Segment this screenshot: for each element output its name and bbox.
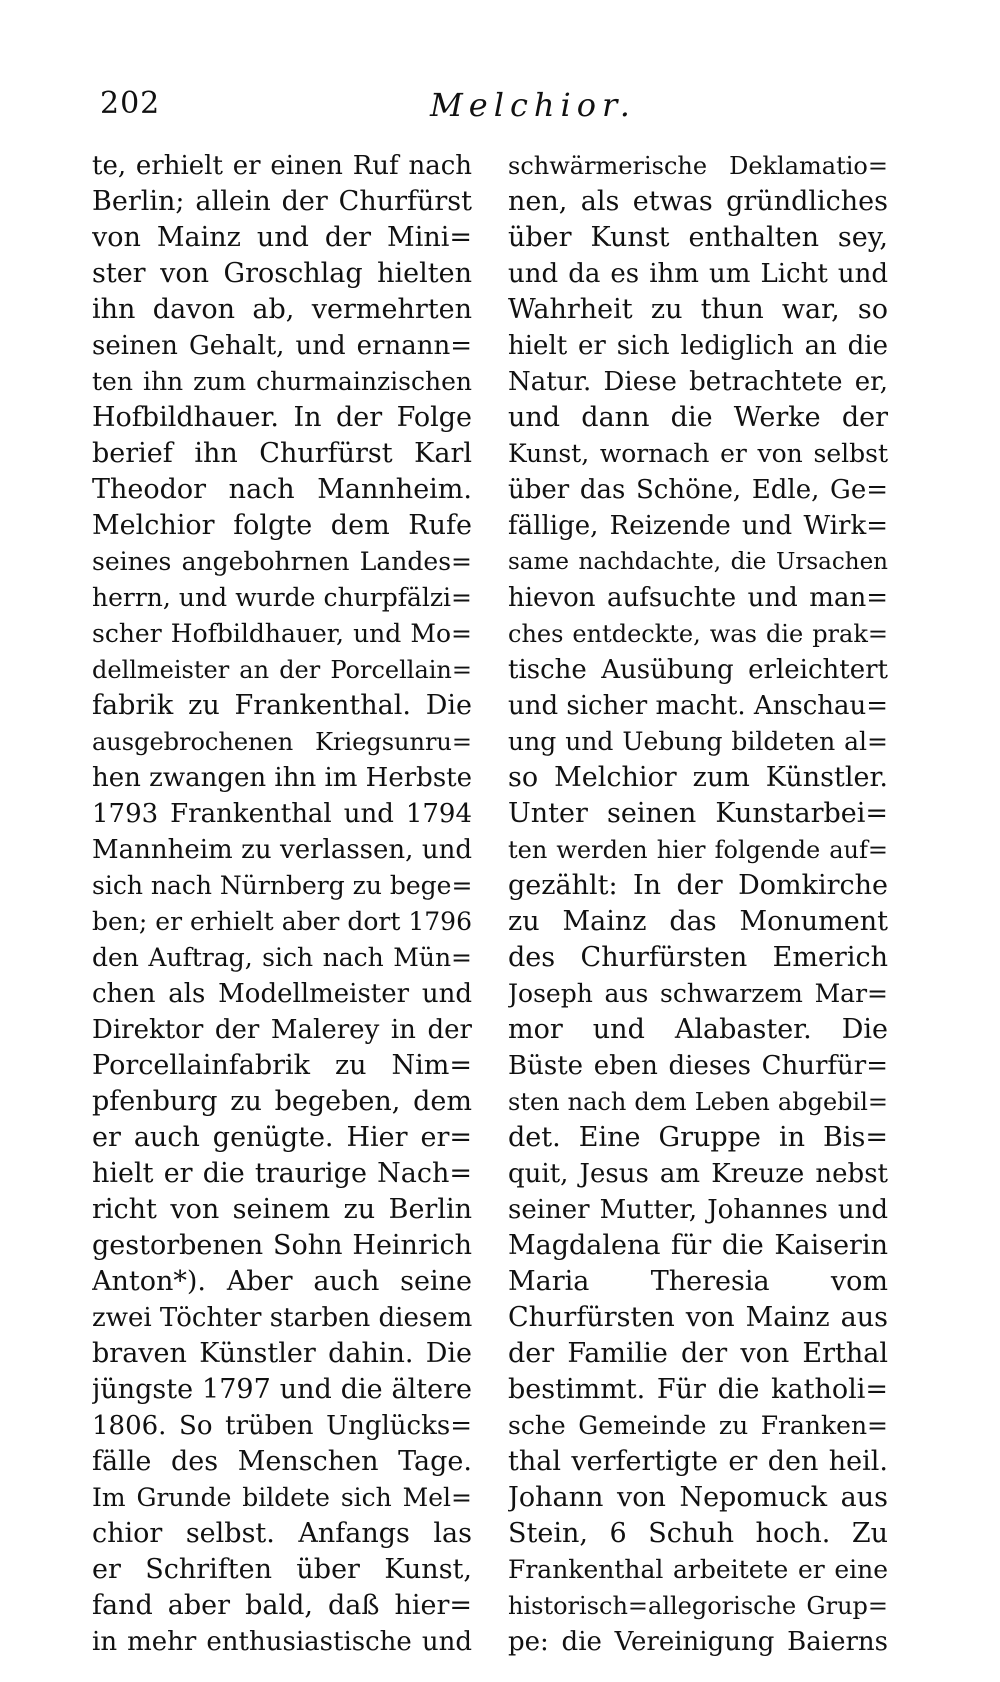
text-line: herrn, und wurde churpfälzi= bbox=[92, 583, 472, 612]
text-line: Unter seinen Kunstarbei= bbox=[508, 798, 888, 829]
text-line: 1793 Frankenthal und 1794 bbox=[92, 799, 472, 829]
text-line: berief ihn Churfürst Karl bbox=[92, 438, 472, 469]
text-line: historisch=allegorische Grup= bbox=[508, 1592, 888, 1620]
text-line: und sicher macht. Anschau= bbox=[508, 691, 888, 721]
text-line: so Melchior zum Künstler. bbox=[508, 762, 888, 793]
text-line: Stein, 6 Schuh hoch. Zu bbox=[508, 1518, 888, 1549]
text-line: des Churfürsten Emerich bbox=[508, 942, 888, 973]
text-line: chior selbst. Anfangs las bbox=[92, 1518, 472, 1549]
text-line: gezählt: In der Domkirche bbox=[508, 870, 888, 901]
text-line: Mannheim zu verlassen, und bbox=[92, 835, 472, 865]
text-line: Natur. Diese betrachtete er, bbox=[508, 367, 888, 397]
text-line: ten ihn zum churmainzischen bbox=[92, 367, 472, 396]
text-line: nen, als etwas gründliches bbox=[508, 186, 888, 217]
text-line: er auch genügte. Hier er= bbox=[92, 1122, 472, 1153]
text-line: ausgebrochenen Kriegsunru= bbox=[92, 728, 472, 756]
text-line: sich nach Nürnberg zu bege= bbox=[92, 871, 472, 900]
text-line: schwärmerische Deklamatio= bbox=[508, 152, 888, 180]
text-line: Churfürsten von Mainz aus bbox=[508, 1302, 888, 1333]
text-line: mor und Alabaster. Die bbox=[508, 1014, 888, 1045]
text-line: seinen Gehalt, und ernann= bbox=[92, 331, 472, 361]
left-text-column bbox=[92, 148, 472, 1660]
text-line: braven Künstler dahin. Die bbox=[92, 1338, 472, 1369]
text-line: scher Hofbildhauer, und Mo= bbox=[92, 619, 472, 648]
text-line: Johann von Nepomuck aus bbox=[508, 1482, 888, 1513]
text-line: über Kunst enthalten sey, bbox=[508, 222, 888, 253]
text-line: und dann die Werke der bbox=[508, 402, 888, 433]
text-line: seiner Mutter, Johannes und bbox=[508, 1195, 888, 1225]
text-line: thal verfertigte er den heil. bbox=[508, 1446, 888, 1477]
text-line: ches entdeckte, was die prak= bbox=[508, 620, 888, 648]
text-line: der Familie der von Erthal bbox=[508, 1338, 888, 1369]
text-line: Kunst, wornach er von selbst bbox=[508, 439, 888, 468]
page-header bbox=[100, 86, 920, 126]
text-line: quit, Jesus am Kreuze nebst bbox=[508, 1159, 888, 1189]
text-line: ben; er erhielt aber dort 1796 bbox=[92, 907, 472, 936]
text-line: er Schriften über Kunst, bbox=[92, 1554, 472, 1585]
text-line: und da es ihm um Licht und bbox=[508, 259, 888, 289]
text-line: bestimmt. Für die katholi= bbox=[508, 1374, 888, 1405]
text-line: Frankenthal arbeitete er eine bbox=[508, 1555, 888, 1584]
text-line: Porcellainfabrik zu Nim= bbox=[92, 1050, 472, 1081]
text-line: Joseph aus schwarzem Mar= bbox=[508, 979, 888, 1008]
text-line: jüngste 1797 und die ältere bbox=[92, 1374, 472, 1405]
text-line: ihn davon ab, vermehrten bbox=[92, 294, 472, 325]
text-line: ung und Uebung bildeten al= bbox=[508, 727, 888, 756]
text-line: Hofbildhauer. In der Folge bbox=[92, 402, 472, 433]
text-line: hielt er sich lediglich an die bbox=[508, 331, 888, 361]
text-line: ten werden hier folgende auf= bbox=[508, 836, 888, 864]
text-line: Maria Theresia vom bbox=[508, 1266, 888, 1297]
text-line: det. Eine Gruppe in Bis= bbox=[508, 1122, 888, 1153]
text-line: same nachdachte, die Ursachen bbox=[508, 549, 888, 575]
text-line: seines angebohrnen Landes= bbox=[92, 547, 472, 576]
text-line: fällige, Reizende und Wirk= bbox=[508, 511, 888, 541]
text-line: 1806. So trüben Unglücks= bbox=[92, 1411, 472, 1441]
text-line: zu Mainz das Monument bbox=[508, 906, 888, 937]
text-line: über das Schöne, Edle, Ge= bbox=[508, 475, 888, 505]
text-line: dellmeister an der Porcellain= bbox=[92, 656, 472, 684]
text-line: hen zwangen ihn im Herbste bbox=[92, 763, 472, 793]
text-line: hievon aufsuchte und man= bbox=[508, 583, 888, 613]
text-line: zwei Töchter starben diesem bbox=[92, 1303, 472, 1333]
right-text-column bbox=[508, 148, 888, 1660]
text-line: pe: die Vereinigung Baierns bbox=[508, 1627, 888, 1657]
text-line: fand aber bald, daß hier= bbox=[92, 1590, 472, 1621]
text-line: hielt er die traurige Nach= bbox=[92, 1158, 472, 1189]
text-line: Im Grunde bildete sich Mel= bbox=[92, 1483, 472, 1512]
text-line: den Auftrag, sich nach Mün= bbox=[92, 943, 472, 972]
text-line: ster von Groschlag hielten bbox=[92, 258, 472, 289]
text-line: Berlin; allein der Churfürst bbox=[92, 186, 472, 217]
text-line: Wahrheit zu thun war, so bbox=[508, 294, 888, 325]
text-line: Theodor nach Mannheim. bbox=[92, 474, 472, 505]
text-line: sche Gemeinde zu Franken= bbox=[508, 1411, 888, 1440]
text-line: sten nach dem Leben abgebil= bbox=[508, 1088, 888, 1116]
running-title: Melchior. bbox=[430, 86, 636, 124]
page-number: 202 bbox=[100, 86, 161, 121]
text-line: richt von seinem zu Berlin bbox=[92, 1194, 472, 1225]
text-line: gestorbenen Sohn Heinrich bbox=[92, 1230, 472, 1261]
text-line: Direktor der Malerey in der bbox=[92, 1015, 472, 1045]
text-line: chen als Modellmeister und bbox=[92, 979, 472, 1009]
text-line: Melchior folgte dem Rufe bbox=[92, 510, 472, 541]
text-line: fälle des Menschen Tage. bbox=[92, 1446, 472, 1477]
text-line: Büste eben dieses Churfür= bbox=[508, 1051, 888, 1081]
text-line: Magdalena für die Kaiserin bbox=[508, 1230, 888, 1261]
text-line: Anton*). Aber auch seine bbox=[92, 1266, 472, 1297]
text-line: in mehr enthusiastische und bbox=[92, 1627, 472, 1657]
text-line: von Mainz und der Mini= bbox=[92, 222, 472, 253]
text-line: te, erhielt er einen Ruf nach bbox=[92, 151, 472, 181]
text-line: fabrik zu Frankenthal. Die bbox=[92, 690, 472, 721]
text-line: pfenburg zu begeben, dem bbox=[92, 1086, 472, 1117]
text-line: tische Ausübung erleichtert bbox=[508, 655, 888, 685]
